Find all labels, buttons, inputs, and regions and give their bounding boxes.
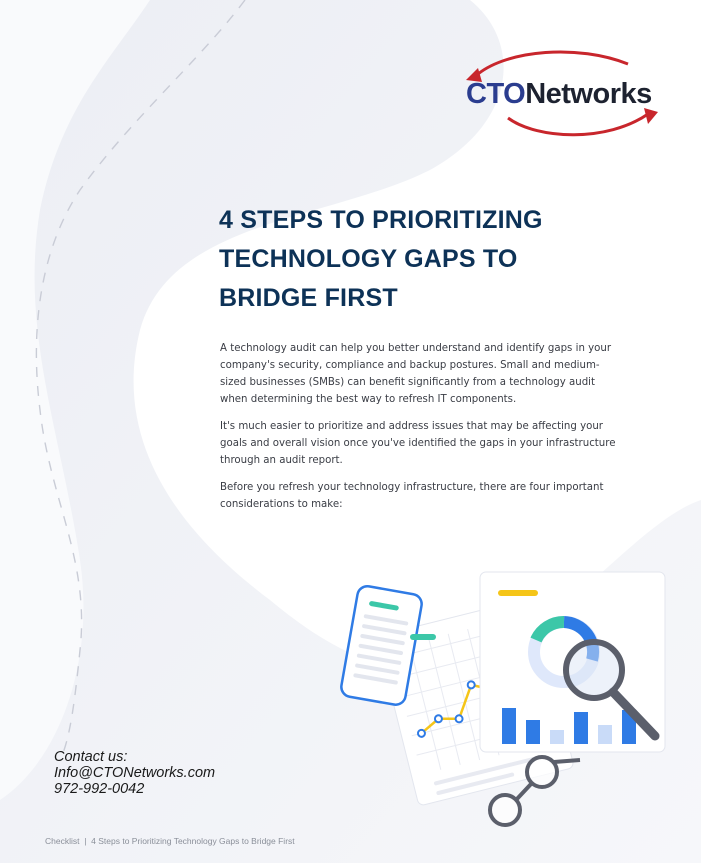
contact-heading: Contact us: bbox=[54, 749, 128, 765]
title-line-3: BRIDGE FIRST bbox=[219, 284, 398, 312]
footer-label: Checklist bbox=[45, 836, 80, 846]
logo-part-networks: Networks bbox=[525, 78, 652, 110]
contact-email-link[interactable]: Info@CTONetworks.com bbox=[54, 765, 216, 781]
page-title bbox=[219, 201, 639, 318]
title-line-2: TECHNOLOGY GAPS TO bbox=[219, 245, 518, 273]
body-text bbox=[220, 340, 620, 523]
audit-illustration bbox=[330, 560, 700, 860]
contact-block bbox=[54, 749, 215, 797]
footer-separator: | bbox=[84, 836, 87, 846]
paragraph-1: A technology audit can help you better understand and identify gaps in your company's security, compliance and backup postures. Small and medium-sized businesses (SMBs) can benefit significantly from a technology audit when determining the best way to refresh IT components. bbox=[220, 343, 612, 405]
title-line-1: 4 STEPS TO PRIORITIZING bbox=[219, 206, 543, 234]
logo-part-cto: CTO bbox=[466, 78, 526, 110]
paragraph-3: Before you refresh your technology infrastructure, there are four important considerations to make: bbox=[220, 482, 604, 510]
paragraph-2: It's much easier to prioritize and address issues that may be affecting your goals and overall vision once you've identified the gaps in your infrastructure through an audit report. bbox=[220, 421, 616, 466]
teal-tag-shape bbox=[410, 634, 436, 640]
logo-wordmark bbox=[466, 78, 652, 111]
page-footer bbox=[45, 836, 295, 846]
footer-title: 4 Steps to Prioritizing Technology Gaps to Bridge First bbox=[91, 836, 295, 846]
contact-phone: 972-992-0042 bbox=[54, 781, 145, 797]
